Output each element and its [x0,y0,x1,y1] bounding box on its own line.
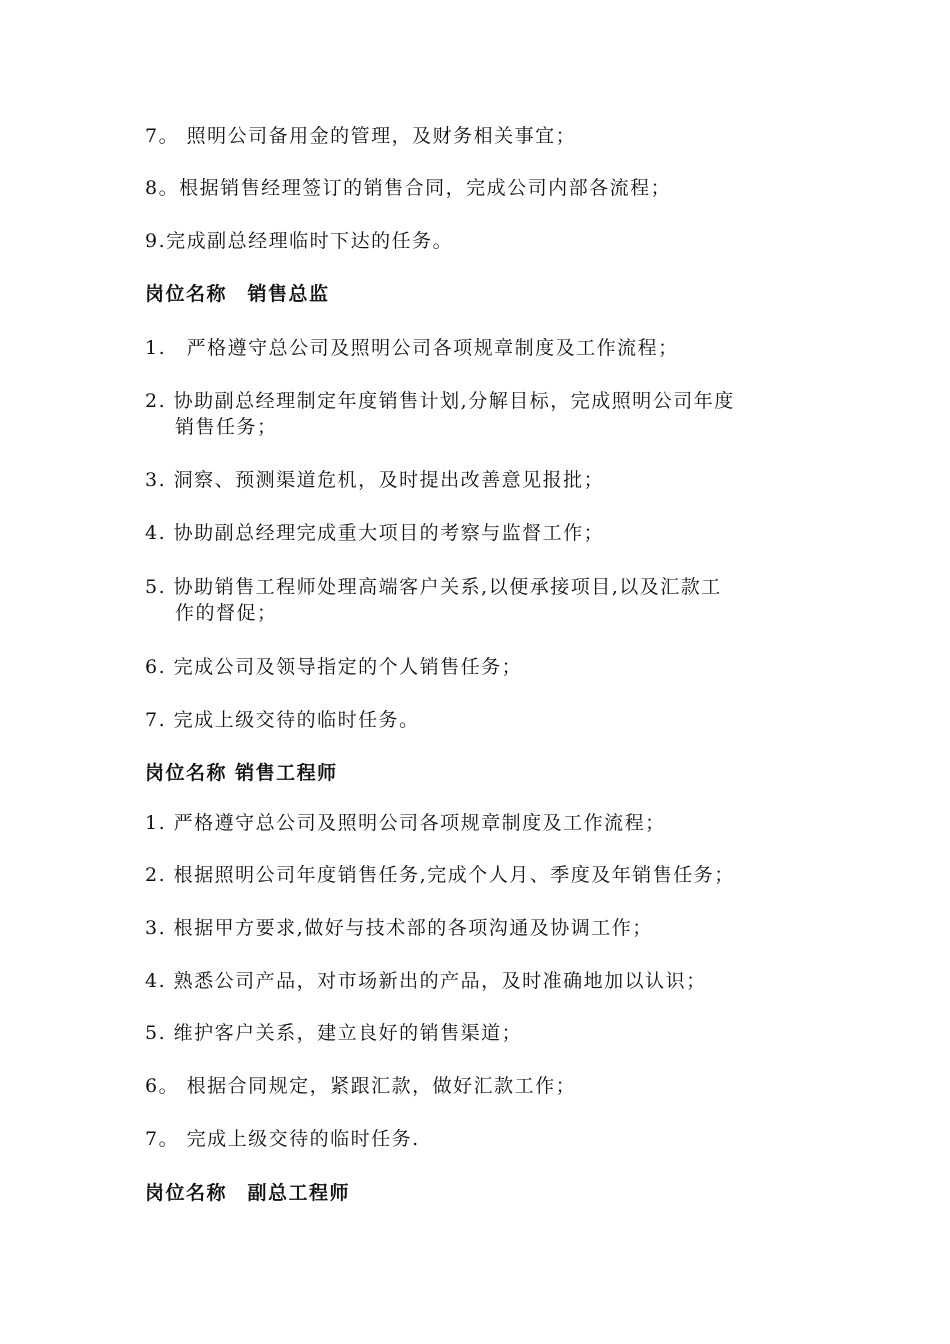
list-item: 5. 维护客户关系，建立良好的销售渠道； [145,1022,523,1044]
list-item: 3. 洞察、预测渠道危机，及时提出改善意见报批； [145,469,605,491]
list-item-continuation: 作的督促； [175,602,278,624]
list-item: 6. 完成公司及领导指定的个人销售任务； [145,656,523,678]
list-item: 1. 严格遵守总公司及照明公司各项规章制度及工作流程； [145,337,679,359]
list-item: 4. 熟悉公司产品，对市场新出的产品，及时准确地加以认识； [145,970,707,992]
list-item: 9.完成副总经理临时下达的任务。 [145,230,454,252]
list-item-continuation: 销售任务； [175,416,278,438]
list-item: 7. 完成上级交待的临时任务。 [145,709,420,731]
list-item-line: 2. 协助副总经理制定年度销售计划,分解目标，完成照明公司年度 [145,390,735,412]
list-item: 7。 完成上级交待的临时任务. [145,1128,420,1150]
list-item: 4. 协助副总经理完成重大项目的考察与监督工作； [145,522,605,544]
list-item-line: 5. 协助销售工程师处理高端客户关系,以便承接项目,以及汇款工 [145,576,722,598]
list-item: 7。 照明公司备用金的管理，及财务相关事宜； [145,125,577,147]
section-title-deputy-chief-engineer: 岗位名称 副总工程师 [145,1182,351,1204]
list-item: 2. 根据照明公司年度销售任务,完成个人月、季度及年销售任务； [145,864,735,886]
list-item [145,574,805,626]
list-item: 8。根据销售经理签订的销售合同，完成公司内部各流程； [145,177,672,199]
section-title-sales-director: 岗位名称 销售总监 [145,283,330,305]
list-item: 3. 根据甲方要求,做好与技术部的各项沟通及协调工作； [145,917,653,939]
list-item: 1. 严格遵守总公司及照明公司各项规章制度及工作流程； [145,812,666,834]
list-item [145,388,805,440]
list-item: 6。 根据合同规定，紧跟汇款，做好汇款工作； [145,1075,577,1097]
section-title-sales-engineer: 岗位名称 销售工程师 [145,762,338,784]
